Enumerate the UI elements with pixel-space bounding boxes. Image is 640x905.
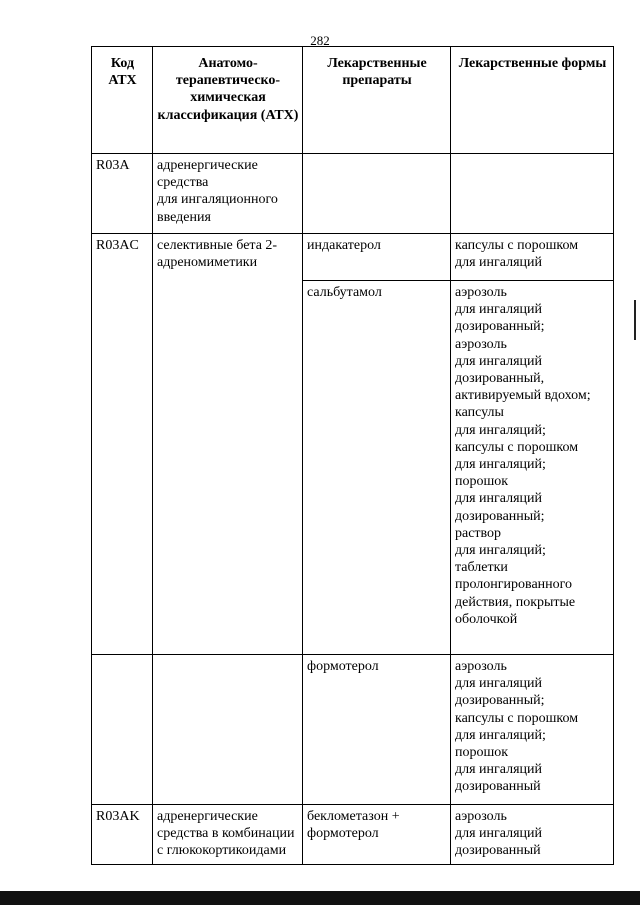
cell-forms: аэрозоль для ингаляций дозированный <box>451 805 614 865</box>
cell-drug: беклометазон + формотерол <box>303 805 451 865</box>
table-row <box>92 281 614 655</box>
cell-forms: капсулы с порошком для ингаляций <box>451 234 614 281</box>
table-row <box>92 154 614 234</box>
header-classification: Анатомо-терапевтическо-химическая классификация (АТХ) <box>153 47 303 154</box>
cell-drug: формотерол <box>303 655 451 805</box>
header-drugs: Лекарственные препараты <box>303 47 451 154</box>
cell-classification: селективные бета 2-адреномиметики <box>153 234 303 281</box>
cell-classification <box>153 281 303 655</box>
cell-classification: адренергические средства для ингаляционного введения <box>153 154 303 234</box>
cell-code: R03AK <box>92 805 153 865</box>
cell-drug: сальбутамол <box>303 281 451 655</box>
table-header-row <box>92 47 614 154</box>
cell-code <box>92 655 153 805</box>
table-row <box>92 655 614 805</box>
cell-classification: адренергические средства в комбинации с глюкокортикоидами <box>153 805 303 865</box>
table-row <box>92 805 614 865</box>
page-number: 282 <box>310 33 330 48</box>
atx-table <box>91 46 614 865</box>
table-row <box>92 234 614 281</box>
scan-edge-mark <box>634 300 636 340</box>
cell-forms <box>451 154 614 234</box>
cell-drug: индакатерол <box>303 234 451 281</box>
cell-forms: аэрозоль для ингаляций дозированный; аэрозоль для ингаляций дозированный, активируемый вдохом; капсулы для ингаляций; капсулы с порошком для ингаляций; порошок для ингаляций дозированный; раствор для ингаляций; таблетки пролонгированного действия, покрытые оболочкой <box>451 281 614 655</box>
cell-code: R03A <box>92 154 153 234</box>
cell-drug <box>303 154 451 234</box>
cell-code: R03AC <box>92 234 153 281</box>
cell-classification <box>153 655 303 805</box>
cell-code <box>92 281 153 655</box>
header-code: Код АТХ <box>92 47 153 154</box>
scan-bottom-edge <box>0 891 640 905</box>
header-forms: Лекарственные формы <box>451 47 614 154</box>
cell-forms: аэрозоль для ингаляций дозированный; капсулы с порошком для ингаляций; порошок для ингаляций дозированный <box>451 655 614 805</box>
